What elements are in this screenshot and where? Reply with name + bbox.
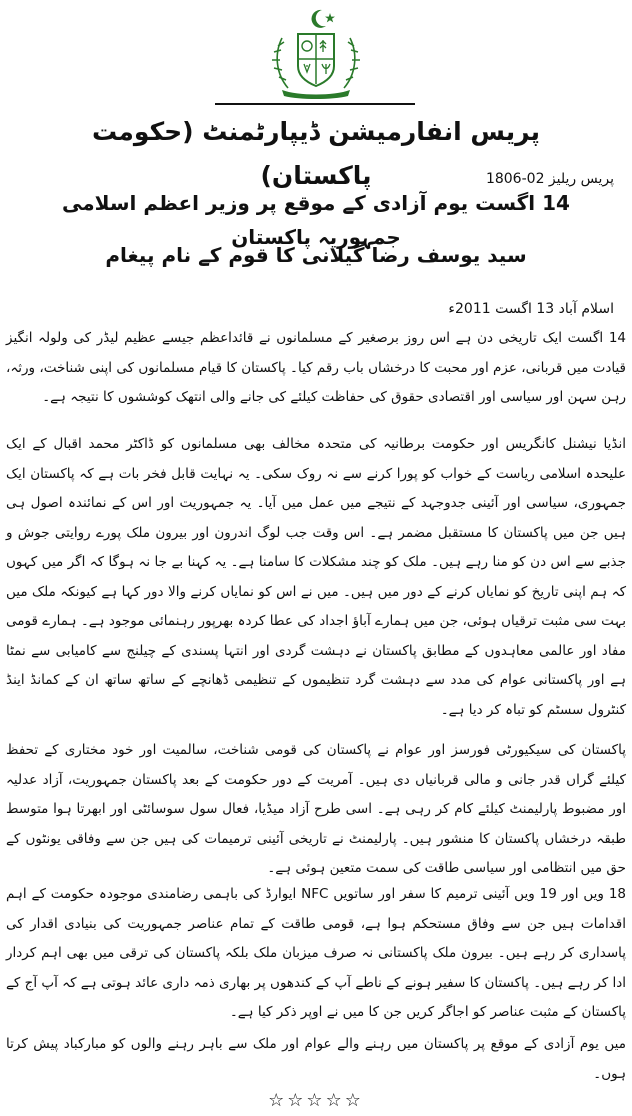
state-emblem-icon xyxy=(268,4,364,100)
body-paragraph: 18 ویں اور 19 ویں آئینی ترمیم کا سفر اور ساتویں NFC ایوارڈ کی باہمی رضامندی موجودہ حکومت کے اہم اقدامات ہیں جن سے وفاق مستحکم ہوا ہے، قومی طاقت کے تمام عناصر جمہوریت کی بنیادی اقدار کی پاسداری کر رہے ہیں۔ بیرون ملک پاکستانی نہ صرف میزبان ملک بلکہ پاکستان کی ترقی میں بھی اہم کردار ادا کر رہے ہیں۔ پاکستان کا سفیر ہونے کے ناطے آپ کے کندھوں پر بھاری ذمہ داری عائد ہوتی ہے کہ آپ آج کے پاکستان کے مثبت عناصر کو اجاگر کریں جن کا میں نے اوپر ذکر کیا ہے۔ xyxy=(6,886,627,1020)
department-title: پریس انفارمیشن ڈیپارٹمنٹ (حکومت پاکستان) xyxy=(91,117,541,190)
header-divider xyxy=(215,103,415,105)
footer-stars: ☆☆☆☆☆ xyxy=(268,1090,364,1111)
press-release-number: پریس ریلیز 02-1806 xyxy=(485,171,614,187)
body-paragraph: انڈیا نیشنل کانگریس اور حکومت برطانیہ کی متحدہ مخالف بھی مسلمانوں کو ڈاکٹر محمد اقبال کے ایک علیحدہ اسلامی ریاست کے خواب کو پورا کرنے سے نہ روک سکی۔ یہ نہایت قابل فخر بات ہے کہ پاکستان ایک جمہوری، سیاسی اور آئینی جدوجہد کے نتیجے میں عمل میں آیا۔ یہ جمہوریت اور اس کے نمائندہ اصول ہی ہیں جن میں پاکستان کا مستقبل مضمر ہے۔ اس وقت جب لوگ اندرون اور بیرون ملک پورے روایتی جوش و جذبے سے اس دن کو منا رہے ہیں۔ ملک کو چند مشکلات کا سامنا ہے۔ یہ کہنا بے جا نہ ہوگا کہ اگر میں کہوں کہ ہم اپنی تاریخ کو نمایاں کرنے کے دور میں ہیں۔ میں نے اس کو نمایاں کرنے والا دور کہا ہے کیونکہ ملک میں بہت سی مثبت ترقیاں ہوئی، جن میں ہمارے آباؤ اجداد کی عطا کردہ بھرپور رہنمائی موجود ہے۔ ہمارے قومی مفاد اور عالمی معاہدوں کے مطابق پاکستان نے دہشت گردی اور انتہا پسندی کے چیلنج سے کامیابی سے نمٹا ہے اور پاکستانی عوام کی مدد سے دہشت گرد تنظیموں کے تنظیمی ڈھانچے کے ساتھ ساتھ ان کے کمانڈ اینڈ کنٹرول سسٹم کو تباہ کر دیا ہے۔ xyxy=(6,436,626,718)
dateline: اسلام آباد 13 اگست 2011ء xyxy=(448,301,614,317)
body-paragraph: 14 اگست ایک تاریخی دن ہے اس روز برصغیر کے مسلمانوں نے قائداعظم جیسے عظیم لیڈر کی ولولہ انگیز قیادت میں قربانی، عزم اور محبت کا درخشاں باب رقم کیا۔ پاکستان کا قیام مسلمانوں کی اپنی شناخت، ورثہ، رہن سہن اور سیاسی اور اقتصادی حقوق کی حفاظت کیلئے کی جانے والی انتھک کوششوں کا نتیجہ ہے۔ xyxy=(6,330,626,405)
body-paragraph: پاکستان کی سیکیورٹی فورسز اور عوام نے پاکستان کی قومی شناخت، سالمیت اور خود مختاری کے تحفظ کیلئے گراں قدر جانی و مالی قربانیاں دی ہیں۔ آمریت کے دور حکومت کے بعد پاکستان جمہوریت، آزاد عدلیہ اور مضبوط پارلیمنٹ کیلئے کام کر رہی ہے۔ اسی طرح آزاد میڈیا، فعال سول سوسائٹی اور ابھرتا ہوا متوسط طبقہ درخشاں پاکستان کا منشور ہیں۔ پارلیمنٹ نے تاریخی آئینی ترمیمات کی ہیں جن سے وفاقی یونٹوں کے حق میں انتظامی اور سیاسی طاقت کی سمت متعین ہوئی ہے۔ xyxy=(6,742,626,876)
headline-line-2: سید یوسف رضا گیلانی کا قوم کے نام پیغام xyxy=(105,243,527,267)
headline-line-1: 14 اگست یوم آزادی کے موقع پر وزیر اعظم اسلامی جمہوریہ پاکستان xyxy=(62,191,570,249)
body-paragraph: میں یوم آزادی کے موقع پر پاکستان میں رہنے والے عوام اور ملک سے باہر رہنے والوں کو مبارکباد پیش کرتا ہوں۔ xyxy=(6,1036,626,1082)
